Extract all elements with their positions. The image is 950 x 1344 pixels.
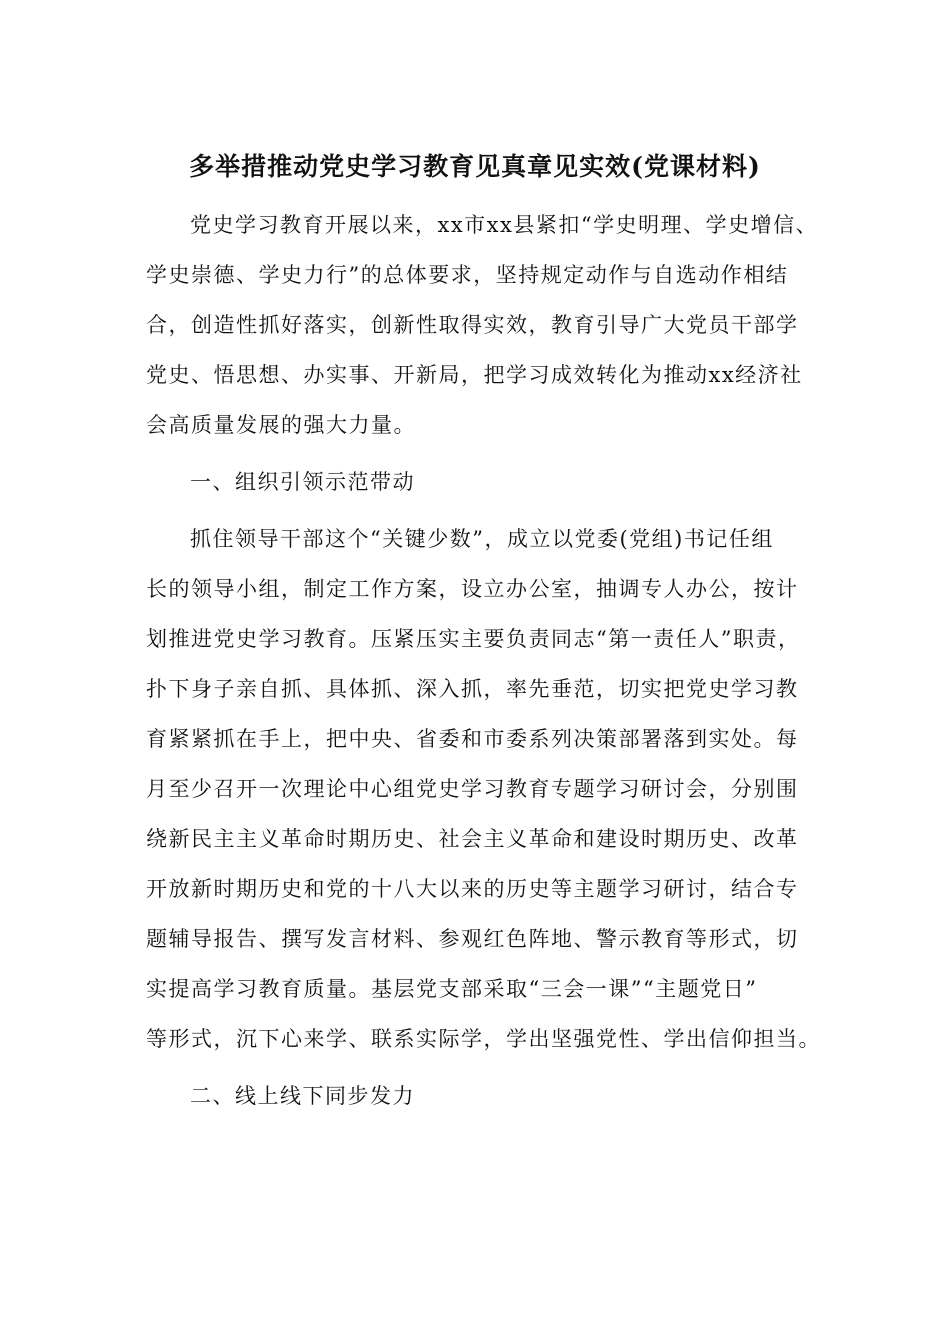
- paragraph-1-line-3: 合，创造性抓好落实，创新性取得实效，教育引导广大党员干部学: [146, 313, 799, 337]
- paragraph-2-line-8: 开放新时期历史和党的十八大以来的历史等主题学习研讨，结合专: [146, 877, 799, 901]
- paragraph-2-line-5: 育紧紧抓在手上，把中央、省委和市委系列决策部署落到实处。每: [146, 727, 799, 751]
- paragraph-1-line-5: 会高质量发展的强大力量。: [146, 413, 416, 437]
- paragraph-1-line-4: 党史、悟思想、办实事、开新局，把学习成效转化为推动xx经济社: [146, 363, 803, 387]
- paragraph-2-line-9: 题辅导报告、撰写发言材料、参观红色阵地、警示教育等形式，切: [146, 927, 799, 951]
- paragraph-1-line-2: 学史崇德、学史力行”的总体要求，坚持规定动作与自选动作相结: [146, 263, 789, 287]
- paragraph-2-line-2: 长的领导小组，制定工作方案，设立办公室，抽调专人办公，按计: [146, 577, 799, 601]
- section-heading-1: 一、组织引领示范带动: [190, 470, 415, 494]
- paragraph-2-line-7: 绕新民主主义革命时期历史、社会主义革命和建设时期历史、改革: [146, 827, 799, 851]
- paragraph-2-line-1: 抓住领导干部这个“关键少数”，成立以党委(党组)书记任组: [190, 527, 774, 551]
- paragraph-2-line-3: 划推进党史学习教育。压紧压实主要负责同志“第一责任人”职责，: [146, 627, 801, 651]
- document-title: 多举措推动党史学习教育见真章见实效(党课材料): [189, 152, 761, 181]
- paragraph-2-line-4: 扑下身子亲自抓、具体抓、深入抓，率先垂范，切实把党史学习教: [146, 677, 799, 701]
- paragraph-2-line-6: 月至少召开一次理论中心组党史学习教育专题学习研讨会，分别围: [146, 777, 799, 801]
- paragraph-2-line-11: 等形式，沉下心来学、联系实际学，学出坚强党性、学出信仰担当。: [146, 1027, 821, 1051]
- section-heading-2: 二、线上线下同步发力: [190, 1084, 415, 1108]
- paragraph-1-line-1: 党史学习教育开展以来，xx市xx县紧扣“学史明理、学史增信、: [190, 213, 819, 237]
- paragraph-2-line-10: 实提高学习教育质量。基层党支部采取“三会一课”“主题党日”: [146, 977, 758, 1001]
